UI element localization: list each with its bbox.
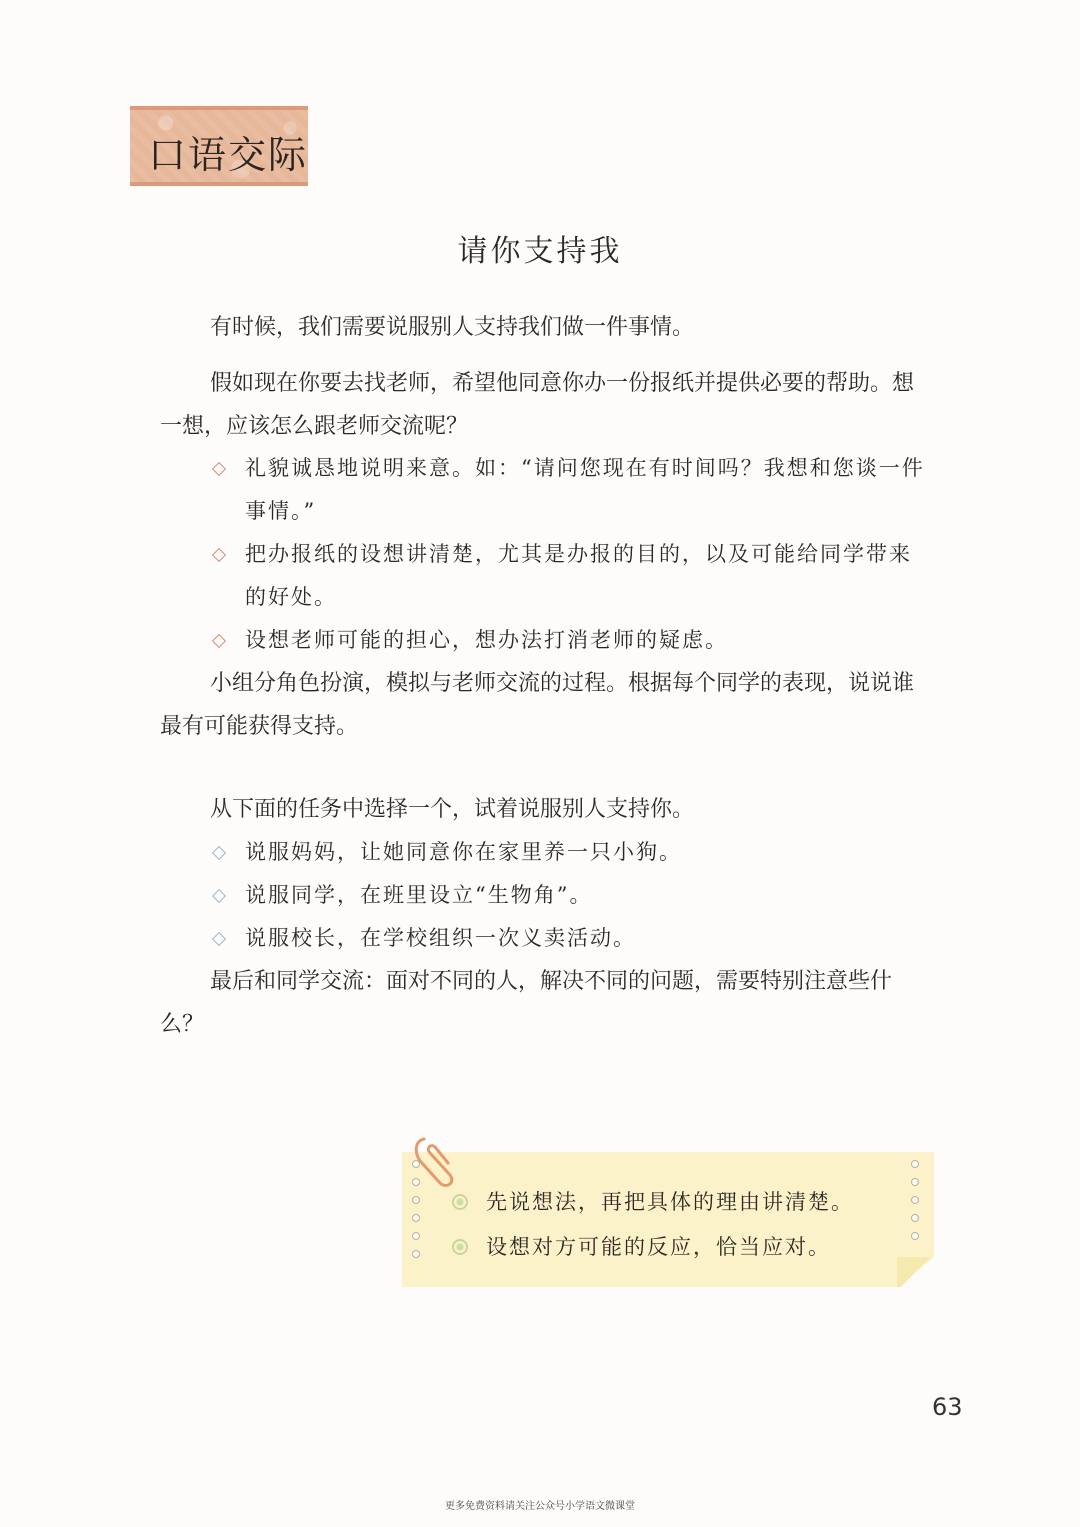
diamond-bullet-icon	[212, 548, 226, 562]
tip-item	[212, 447, 932, 533]
tip-item	[212, 619, 932, 662]
diamond-bullet-icon	[212, 846, 226, 860]
task-item	[212, 917, 932, 960]
task-text: 说服妈妈，让她同意你在家里养一只小狗。	[245, 840, 682, 864]
circle-bullet-icon	[452, 1239, 468, 1255]
diamond-bullet-icon	[212, 932, 226, 946]
tip-item	[212, 533, 932, 619]
tip-text: 设想老师可能的担心，想办法打消老师的疑虑。	[245, 628, 728, 652]
paragraph-scenario: 假如现在你要去找老师，希望他同意你办一份报纸并提供必要的帮助。想一想，应该怎么跟老师交流呢？	[160, 371, 915, 439]
paragraph-intro: 有时候，我们需要说服别人支持我们做一件事情。	[210, 315, 695, 340]
lesson-title: 请你支持我	[457, 234, 623, 269]
diamond-bullet-icon	[212, 462, 226, 476]
tip-list	[212, 447, 932, 662]
footer-note: 更多免费资料请关注公众号小学语文微课堂	[445, 1501, 635, 1512]
task-text: 说服校长，在学校组织一次义卖活动。	[245, 926, 636, 950]
section-banner	[130, 106, 308, 186]
note-item	[452, 1225, 912, 1270]
diamond-bullet-icon	[212, 889, 226, 903]
section-banner-label: 口语交际	[148, 133, 309, 177]
tip-text: 礼貌诚恳地说明来意。如：“请问您现在有时间吗？我想和您谈一件事情。”	[245, 456, 925, 523]
paragraph-roleplay: 小组分角色扮演，模拟与老师交流的过程。根据每个同学的表现，说说谁最有可能获得支持。	[160, 671, 915, 739]
task-text: 说服同学，在班里设立“生物角”。	[245, 883, 593, 907]
paragraph-conclusion: 最后和同学交流：面对不同的人，解决不同的问题，需要特别注意些什么？	[160, 969, 893, 1037]
paragraph-tasks-intro: 从下面的任务中选择一个，试着说服别人支持你。	[210, 797, 695, 822]
task-item	[212, 831, 932, 874]
diamond-bullet-icon	[212, 634, 226, 648]
circle-bullet-icon	[452, 1194, 468, 1210]
paperclip-icon	[410, 1133, 458, 1191]
note-text: 设想对方可能的反应，恰当应对。	[486, 1235, 831, 1259]
page-number: 63	[932, 1393, 963, 1421]
note-holes-right	[911, 1160, 919, 1250]
task-list	[212, 831, 932, 960]
note-item	[452, 1180, 912, 1225]
note-text: 先说想法，再把具体的理由讲清楚。	[486, 1190, 854, 1214]
note-card-list	[452, 1180, 912, 1270]
tip-text: 把办报纸的设想讲清楚，尤其是办报的目的，以及可能给同学带来的好处。	[245, 542, 912, 609]
task-item	[212, 874, 932, 917]
